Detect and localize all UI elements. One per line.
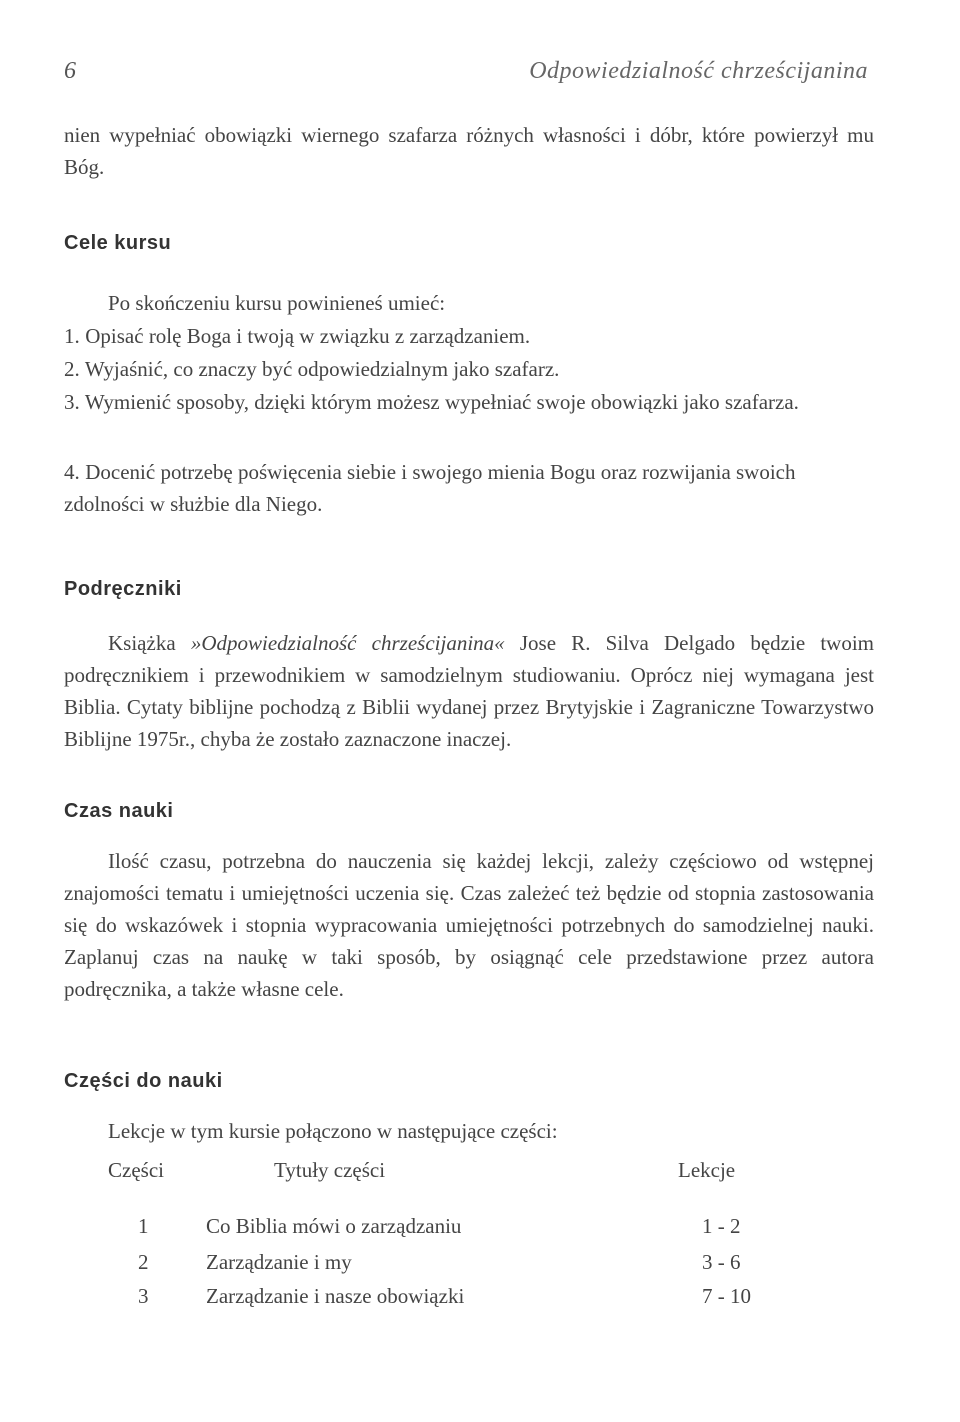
list-item bbox=[64, 456, 874, 520]
table-cell-title: Co Biblia mówi o zarządzaniu bbox=[206, 1214, 462, 1238]
table-cell-part: 3 bbox=[138, 1284, 149, 1308]
podreczniki-paragraph bbox=[64, 627, 874, 755]
table-header-titles: Tytuły części bbox=[274, 1158, 386, 1182]
list-item bbox=[64, 320, 874, 352]
table-header-lessons: Lekcje bbox=[678, 1158, 736, 1182]
czas-paragraph: Ilość czasu, potrzebna do nauczenia się każdej lekcji, zależy częściowo od wstępnej znajomości tematu i umiejętności uczenia się. Czas zależeć też będzie od stopnia zastosowania się do wskazówek i stopnia wypracowania umiejętności potrzebnych do samodzielnej nauki. Zaplanuj czas na naukę w taki sposób, by osiągnąć cele przedstawione przez autora podręcznika, a także własne cele. bbox=[64, 849, 874, 1001]
intro-continuation: nien wypełniać obowiązki wiernego szafarza różnych własności i dóbr, które powierzył mu Bóg. bbox=[64, 123, 874, 179]
czesci-lead: Lekcje w tym kursie połączono w następujące części: bbox=[108, 1119, 558, 1143]
podreczniki-text-before: Książka bbox=[108, 631, 191, 655]
section-heading-czas: Czas nauki bbox=[64, 800, 174, 822]
table-cell-part: 1 bbox=[138, 1214, 149, 1238]
list-item bbox=[64, 353, 874, 385]
page-number: 6 bbox=[64, 58, 76, 84]
section-heading-cele: Cele kursu bbox=[64, 232, 172, 254]
table-cell-title: Zarządzanie i nasze obowiązki bbox=[206, 1284, 465, 1308]
list-item-number: 3. bbox=[64, 390, 80, 414]
table-cell-lessons: 1 - 2 bbox=[702, 1214, 741, 1238]
podreczniki-text-after: Jose R. Silva Delgado będzie twoim podręcznikiem i przewodnikiem w samodzielnym studiowaniu. Oprócz niej wymagana jest Biblia. Cytaty biblijne pochodzą z Biblii wydanej przez Brytyjskie i Zagraniczne Towarzystwo Biblijne 1975r., chyba że zostało zaznaczone inaczej. bbox=[64, 631, 874, 751]
section-heading-czesci: Części do nauki bbox=[64, 1070, 223, 1092]
list-item-number: 1. bbox=[64, 324, 80, 348]
section-heading-podreczniki: Podręczniki bbox=[64, 578, 182, 600]
table-header-parts: Części bbox=[108, 1158, 164, 1182]
list-item-number: 4. bbox=[64, 460, 80, 484]
list-item-text: Opisać rolę Boga i twoją w związku z zarządzaniem. bbox=[85, 324, 531, 348]
running-title: Odpowiedzialność chrześcijanina bbox=[529, 58, 868, 84]
book-title: »Odpowiedzialność chrześcijanina« bbox=[190, 631, 505, 655]
table-cell-lessons: 3 - 6 bbox=[702, 1250, 741, 1274]
page-header bbox=[64, 58, 868, 92]
table-cell-title: Zarządzanie i my bbox=[206, 1250, 352, 1274]
table-cell-lessons: 7 - 10 bbox=[702, 1284, 751, 1308]
list-item-text: Wyjaśnić, co znaczy być odpowiedzialnym jako szafarz. bbox=[84, 357, 560, 381]
list-item-text: Wymienić sposoby, dzięki którym możesz wypełniać swoje obowiązki jako szafarza. bbox=[84, 390, 799, 414]
list-item-text: Docenić potrzebę poświęcenia siebie i swojego mienia Bogu oraz rozwijania swoich zdolności w służbie dla Niego. bbox=[64, 460, 796, 516]
list-item bbox=[64, 386, 874, 418]
cele-lead: Po skończeniu kursu powinieneś umieć: bbox=[108, 291, 446, 315]
table-cell-part: 2 bbox=[138, 1250, 149, 1274]
list-item-number: 2. bbox=[64, 357, 80, 381]
